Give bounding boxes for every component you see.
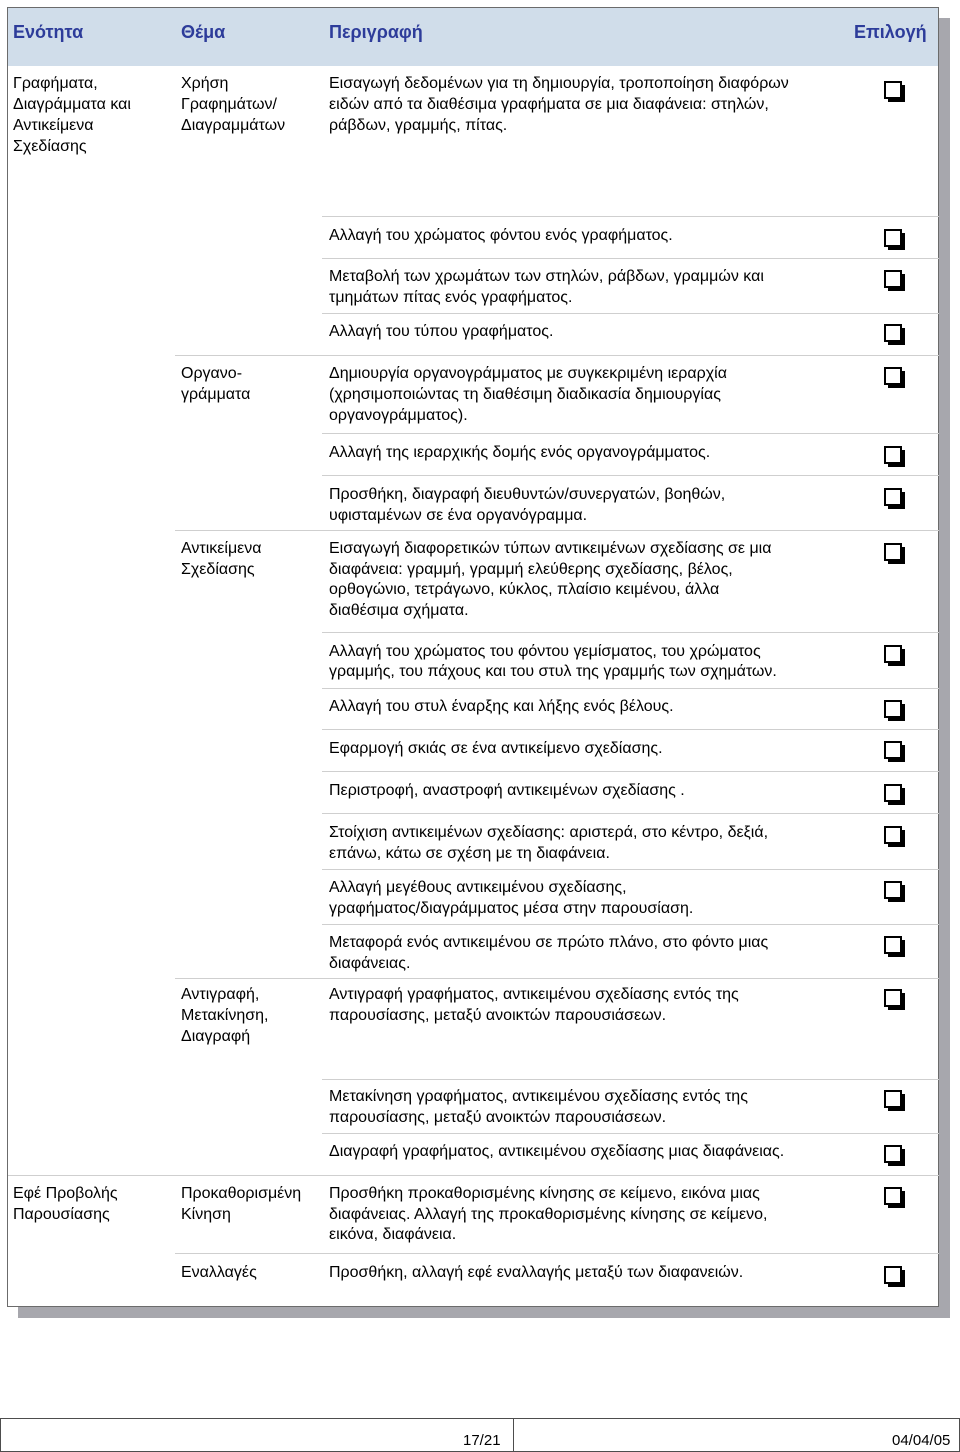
section-line: Παρουσίασης: [13, 1206, 110, 1223]
topic-line: Κίνηση: [181, 1206, 231, 1223]
selection-checkbox[interactable]: [884, 367, 902, 385]
row-divider: [322, 475, 939, 476]
description-line: Μεταβολή των χρωμάτων των στηλών, ράβδων, γραμμών και: [329, 268, 764, 285]
row-divider: [322, 813, 939, 814]
header-description: Περιγραφή: [329, 22, 423, 42]
description-line: Προσθήκη προκαθορισμένης κίνησης σε κείμενο, εικόνα μιας: [329, 1185, 760, 1202]
row-divider: [175, 978, 939, 979]
description-line: Δημιουργία οργανογράμματος με συγκεκριμένη ιεραρχία: [329, 365, 727, 382]
row-divider: [175, 530, 939, 531]
selection-checkbox[interactable]: [884, 645, 902, 663]
selection-checkbox[interactable]: [884, 1266, 902, 1284]
description-line: Μεταφορά ενός αντικειμένου σε πρώτο πλάνο, στο φόντο μιας: [329, 934, 769, 951]
table-header: [8, 8, 938, 66]
topic-line: Χρήση: [181, 75, 229, 92]
page-number: 17/21: [463, 1432, 501, 1449]
row-divider: [175, 1253, 939, 1254]
description-line: διαφάνειας. Αλλαγή της προκαθορισμένης κίνησης σε κείμενο,: [329, 1206, 768, 1223]
description-line: εικόνα, διαφάνεια.: [329, 1226, 457, 1243]
topic-line: Μετακίνηση,: [181, 1007, 269, 1024]
description-line: Περιστροφή, αναστροφή αντικειμένων σχεδίασης .: [329, 782, 685, 799]
description-line: Αλλαγή του τύπου γραφήματος.: [329, 323, 554, 340]
description-line: επάνω, κάτω σε σχέση με τη διαφάνεια.: [329, 845, 610, 862]
row-divider: [322, 433, 939, 434]
row-divider: [322, 258, 939, 259]
selection-checkbox[interactable]: [884, 324, 902, 342]
topic-line: Διαγραμμάτων: [181, 117, 286, 134]
topic-line: Οργανο-: [181, 365, 243, 382]
description-line: υφισταμένων σε ένα οργανόγραμμα.: [329, 507, 588, 524]
page-footer: [0, 1418, 960, 1452]
section-line: Γραφήματα,: [13, 75, 98, 92]
description-line: παρουσίασης, μεταξύ ανοικτών παρουσιάσεων.: [329, 1109, 667, 1126]
topic-line: Προκαθορισμένη: [181, 1185, 302, 1202]
description-line: παρουσίασης, μεταξύ ανοικτών παρουσιάσεων.: [329, 1007, 667, 1024]
description-line: διαφάνεια: γραμμή, γραμμή ελεύθερης σχεδίασης, βέλος,: [329, 561, 733, 578]
selection-checkbox[interactable]: [884, 1187, 902, 1205]
selection-checkbox[interactable]: [884, 1090, 902, 1108]
topic-line: Σχεδίασης: [181, 561, 255, 578]
selection-checkbox[interactable]: [884, 936, 902, 954]
selection-checkbox[interactable]: [884, 446, 902, 464]
selection-checkbox[interactable]: [884, 270, 902, 288]
selection-checkbox[interactable]: [884, 1145, 902, 1163]
selection-checkbox[interactable]: [884, 543, 902, 561]
description-line: Αλλαγή του χρώματος φόντου ενός γραφήματος.: [329, 227, 673, 244]
row-divider: [322, 869, 939, 870]
header-topic: Θέμα: [181, 22, 226, 42]
description-line: Αλλαγή του χρώματος του φόντου γεμίσματος, του χρώματος: [329, 643, 761, 660]
description-line: Αλλαγή μεγέθους αντικειμένου σχεδίασης,: [329, 879, 627, 896]
selection-checkbox[interactable]: [884, 784, 902, 802]
selection-checkbox[interactable]: [884, 881, 902, 899]
topic-line: γράμματα: [181, 386, 251, 403]
description-line: Εισαγωγή διαφορετικών τύπων αντικειμένων σχεδίασης σε μια: [329, 540, 772, 557]
description-line: Αλλαγή της ιεραρχικής δομής ενός οργανογράμματος.: [329, 444, 711, 461]
description-line: Εφαρμογή σκιάς σε ένα αντικείμενο σχεδίασης.: [329, 740, 663, 757]
section-divider: [8, 1175, 939, 1176]
section-line: Διαγράμματα και: [13, 96, 131, 113]
row-divider: [322, 771, 939, 772]
selection-checkbox[interactable]: [884, 81, 902, 99]
description-line: Στοίχιση αντικειμένων σχεδίασης: αριστερά, στο κέντρο, δεξιά,: [329, 824, 769, 841]
description-line: γραμμής, του πάχους και του στυλ της γραμμής των σχημάτων.: [329, 663, 777, 680]
row-divider: [175, 355, 939, 356]
selection-checkbox[interactable]: [884, 989, 902, 1007]
topic-line: Εναλλαγές: [181, 1264, 257, 1281]
header-selection: Επιλογή: [854, 22, 927, 42]
selection-checkbox[interactable]: [884, 741, 902, 759]
row-divider: [322, 1133, 939, 1134]
row-divider: [322, 924, 939, 925]
row-divider: [322, 632, 939, 633]
topic-line: Αντιγραφή,: [181, 986, 260, 1003]
description-line: γραφήματος/διαγράμματος μέσα στην παρουσίαση.: [329, 900, 694, 917]
description-line: διαφάνειας.: [329, 955, 411, 972]
description-line: Προσθήκη, αλλαγή εφέ εναλλαγής μεταξύ των διαφανειών.: [329, 1264, 744, 1281]
description-line: ράβδων, γραμμής, πίτας.: [329, 117, 508, 134]
description-line: διαθέσιμα σχήματα.: [329, 602, 469, 619]
row-divider: [322, 729, 939, 730]
description-line: Εισαγωγή δεδομένων για τη δημιουργία, τροποποίηση διαφόρων: [329, 75, 789, 92]
selection-checkbox[interactable]: [884, 488, 902, 506]
description-line: ορθογώνιο, τετράγωνο, κύκλος, πλαίσιο κειμένου, άλλα: [329, 581, 720, 598]
selection-checkbox[interactable]: [884, 826, 902, 844]
description-line: Αλλαγή του στυλ έναρξης και λήξης ενός βέλους.: [329, 698, 674, 715]
description-line: Διαγραφή γραφήματος, αντικειμένου σχεδίασης μιας διαφάνειας.: [329, 1143, 785, 1160]
topic-line: Αντικείμενα: [181, 540, 262, 557]
description-line: τμημάτων πίτας ενός γραφήματος.: [329, 289, 573, 306]
description-line: Προσθήκη, διαγραφή διευθυντών/συνεργατών, βοηθών,: [329, 486, 726, 503]
selection-checkbox[interactable]: [884, 700, 902, 718]
row-divider: [322, 688, 939, 689]
footer-date: 04/04/05: [892, 1432, 951, 1449]
description-line: ειδών από τα διαθέσιμα γραφήματα σε μια διαφάνεια: στηλών,: [329, 96, 769, 113]
description-line: (χρησιμοποιώντας τη διαθέσιμη διαδικασία δημιουργίας: [329, 386, 721, 403]
topic-line: Γραφημάτων/: [181, 96, 277, 113]
row-divider: [322, 216, 939, 217]
row-divider: [322, 313, 939, 314]
topic-line: Διαγραφή: [181, 1028, 251, 1045]
section-line: Αντικείμενα: [13, 117, 94, 134]
description-line: οργανογράμματος).: [329, 407, 468, 424]
selection-checkbox[interactable]: [884, 229, 902, 247]
row-divider: [322, 1079, 939, 1080]
description-line: Αντιγραφή γραφήματος, αντικειμένου σχεδίασης εντός της: [329, 986, 739, 1003]
section-line: Σχεδίασης: [13, 138, 87, 155]
description-line: Μετακίνηση γραφήματος, αντικειμένου σχεδίασης εντός της: [329, 1088, 748, 1105]
section-line: Εφέ Προβολής: [13, 1185, 118, 1202]
header-section: Ενότητα: [13, 22, 84, 42]
